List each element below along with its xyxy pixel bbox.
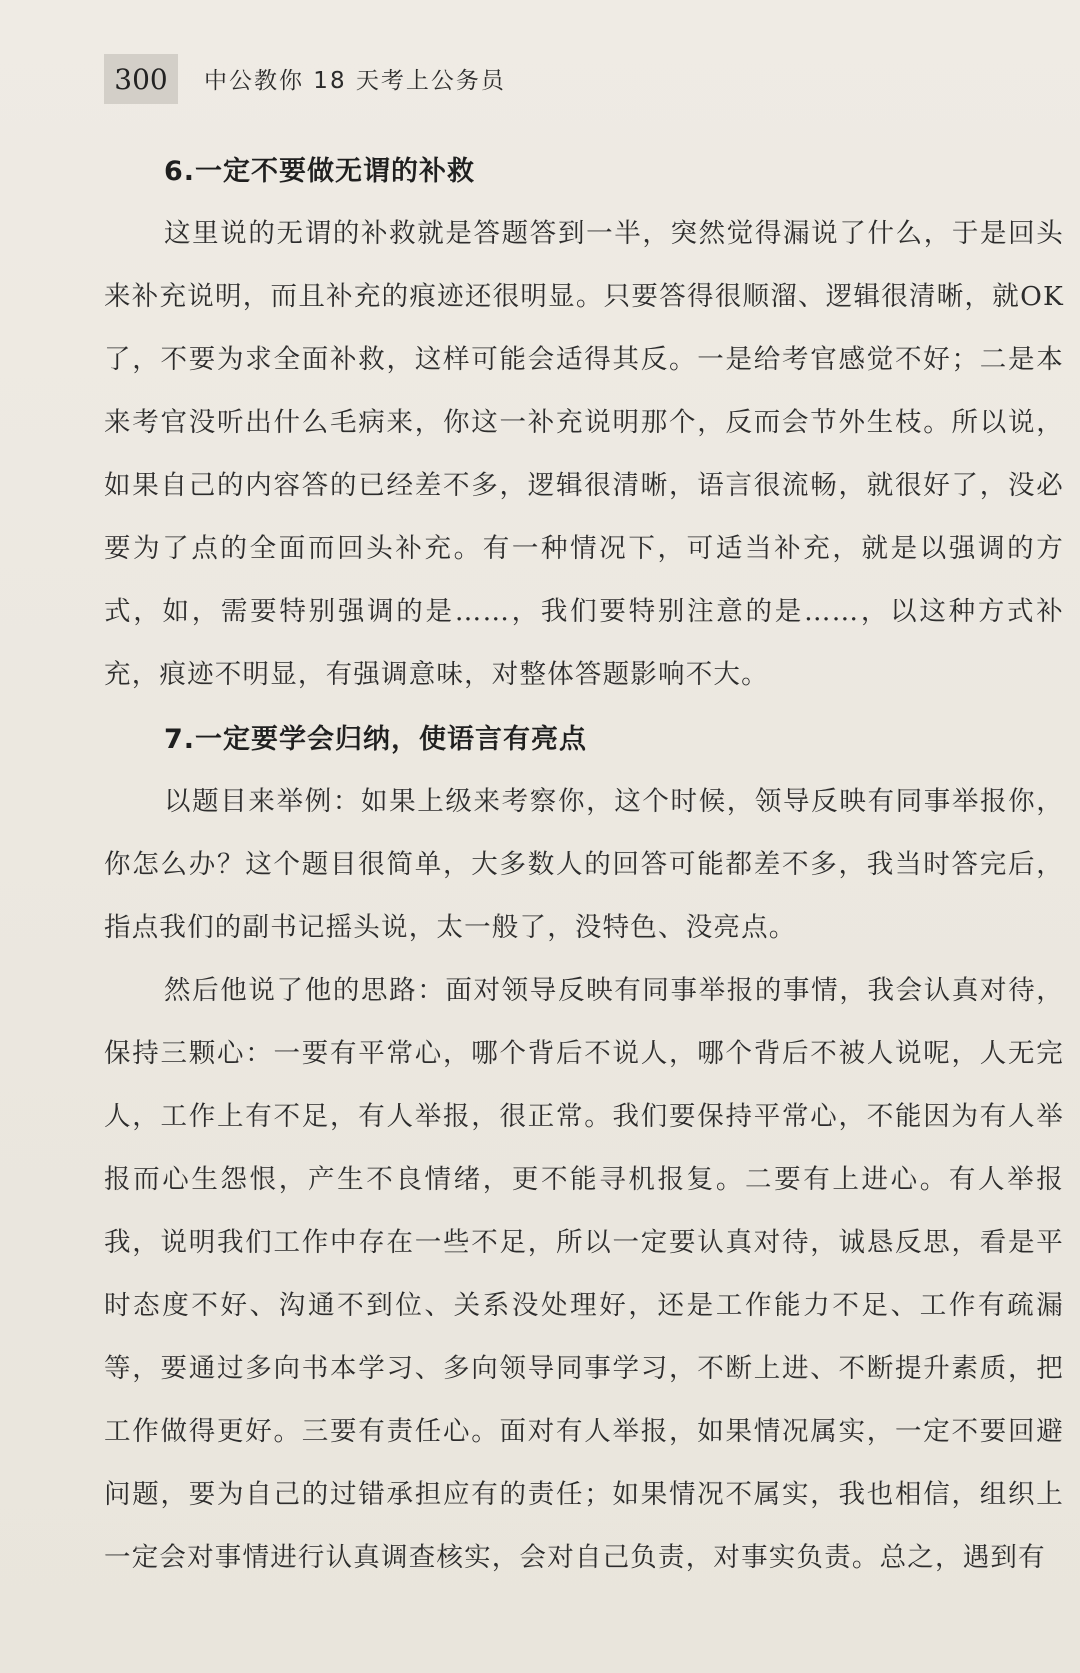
page-number: 300	[104, 54, 178, 104]
body-paragraph: 然后他说了他的思路：面对领导反映有同事举报的事情，我会认真对待，保持三颗心：一要有平常心，哪个背后不说人，哪个背后不被人说呢，人无完人，工作上有不足，有人举报，很正常。我们要保持平常心，不能因为有人举报而心生怨恨，产生不良情绪，更不能寻机报复。二要有上进心。有人举报我，说明我们工作中存在一些不足，所以一定要认真对待，诚恳反思，看是平时态度不好、沟通不到位、关系没处理好，还是工作能力不足、工作有疏漏等，要通过多向书本学习、多向领导同事学习，不断上进、不断提升素质，把工作做得更好。三要有责任心。面对有人举报，如果情况属实，一定不要回避问题，要为自己的过错承担应有的责任；如果情况不属实，我也相信，组织上一定会对事情进行认真调查核实，会对自己负责，对事实负责。总之，遇到有	[104, 975, 1064, 1573]
section-6	[104, 142, 1064, 706]
section-heading: 7.一定要学会归纳，使语言有亮点	[164, 724, 588, 755]
body-paragraph: 这里说的无谓的补救就是答题答到一半，突然觉得漏说了什么，于是回头来补充说明，而且补充的痕迹还很明显。只要答得很顺溜、逻辑很清晰，就OK了，不要为求全面补救，这样可能会适得其反。一是给考官感觉不好；二是本来考官没听出什么毛病来，你这一补充说明那个，反而会节外生枝。所以说，如果自己的内容答的已经差不多，逻辑很清晰，语言很流畅，就很好了，没必要为了点的全面而回头补充。有一种情况下，可适当补充，就是以强调的方式，如，需要特别强调的是……，我们要特别注意的是……，以这种方式补充，痕迹不明显，有强调意味，对整体答题影响不大。	[104, 218, 1064, 690]
running-head-title: 中公教你 18 天考上公务员	[204, 68, 506, 94]
section-heading: 6.一定不要做无谓的补救	[164, 156, 476, 187]
section-7	[104, 710, 1064, 1589]
body-paragraph: 以题目来举例：如果上级来考察你，这个时候，领导反映有同事举报你，你怎么办？这个题目很简单，大多数人的回答可能都差不多，我当时答完后，指点我们的副书记摇头说，太一般了，没特色、没亮点。	[104, 786, 1064, 943]
page-body	[104, 142, 1064, 1589]
